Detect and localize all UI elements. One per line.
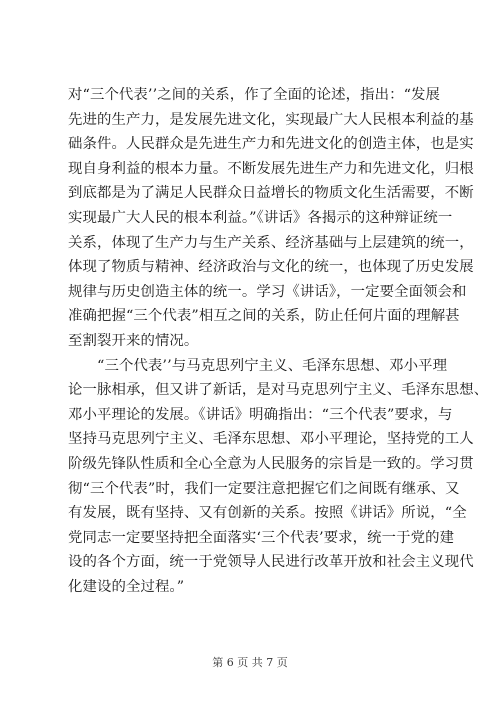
- text-line: 至割裂开来的情况。: [68, 332, 199, 349]
- text-line: 对“三个代表’’之间的关系，作了全面的论述，指出：“发展: [68, 87, 441, 103]
- text-line: “三个代表’’与马克思列宁主义、毛泽东思想、邓小平理: [97, 357, 448, 374]
- text-line: 规律与历史创造主体的统一。学习《讲话》，一定要全面领会和: [68, 283, 467, 300]
- text-line: 化建设的全过程。”: [68, 578, 185, 595]
- text-line: 坚持马克思列宁主义、毛泽东思想、邓小平理论，坚持党的工人: [68, 431, 474, 448]
- text-line: 现自身利益的根本力量。不断发展先进生产力和先进文化，归根: [68, 160, 474, 177]
- text-line: 彻“三个代表”时，我们一定要注意把握它们之间既有继承、又: [68, 480, 460, 497]
- text-line: 设的各个方面，统一于党领导人民进行改革开放和社会主义现代: [68, 554, 474, 571]
- text-line: 到底都是为了满足人民群众日益增长的物质文化生活需要，不断: [68, 185, 474, 202]
- text-line: 阶级先锋队性质和全心全意为人民服务的宗旨是一致的。学习贯: [68, 455, 474, 472]
- text-line: 党同志一定要坚持把全面落实‘三个代表’要求，统一于党的建: [68, 529, 455, 546]
- text-line: 准确把握“三个代表”相互之间的关系，防止任何片面的理解甚: [68, 308, 460, 325]
- page-number-footer: 第 6 页 共 7 页: [212, 656, 288, 669]
- text-line: 关系，体现了生产力与生产关系、经济基础与上层建筑的统一，: [68, 234, 474, 251]
- text-line: 有发展，既有坚持、又有创新的关系。按照《讲话》所说，“全: [68, 505, 467, 522]
- text-line: 体现了物质与精神、经济政治与文化的统一，也体现了历史发展: [68, 259, 474, 276]
- text-line: 实现最广大人民的根本利益。”《讲话》各揭示的这种辩证统一: [68, 209, 453, 226]
- body-text: [68, 83, 489, 599]
- paragraph-2: [68, 354, 489, 600]
- text-line: 础条件。人民群众是先进生产力和先进文化的创造主体，也是实: [68, 136, 474, 153]
- text-line: 论一脉相承，但又讲了新话，是对马克思列宁主义、毛泽东思想、: [68, 382, 489, 399]
- text-line: 先进的生产力，是发展先进文化，实现最广大人民根本利益的基: [68, 111, 474, 128]
- text-line: 邓小平理论的发展。《讲话》明确指出：“三个代表”要求，与: [68, 406, 453, 423]
- paragraph-1: [68, 83, 474, 354]
